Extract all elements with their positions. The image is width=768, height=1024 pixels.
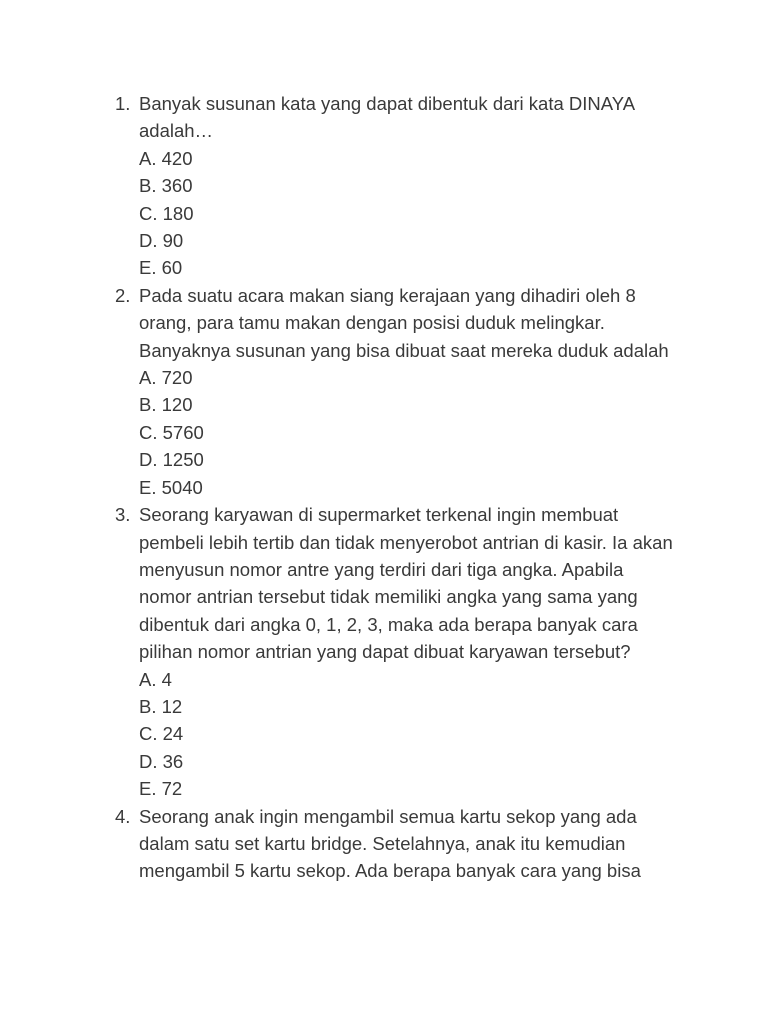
option-a: A. 4 [139, 668, 172, 690]
option-b: B. 120 [139, 394, 193, 416]
question-2 [0, 282, 768, 501]
question-number: 4. [115, 805, 131, 827]
option-c: C. 24 [139, 723, 184, 745]
question-number: 3. [115, 504, 131, 526]
question-1 [0, 90, 768, 282]
answer-options [139, 666, 678, 803]
option-e: E. 72 [139, 778, 183, 800]
option-d: D. 1250 [139, 449, 204, 471]
option-a: A. 720 [139, 367, 193, 389]
option-b: B. 360 [139, 175, 193, 197]
question-3 [0, 501, 768, 802]
option-d: D. 90 [139, 230, 184, 252]
question-number: 2. [115, 284, 131, 306]
question-text: Pada suatu acara makan siang kerajaan yang dihadiri oleh 8 orang, para tamu makan dengan posisi duduk melingkar. Banyaknya susunan yang bisa dibuat saat mereka duduk adalah [139, 284, 669, 361]
option-d: D. 36 [139, 750, 184, 772]
question-list [0, 90, 768, 885]
question-number: 1. [115, 93, 131, 114]
question-text: Seorang anak ingin mengambil semua kartu sekop yang ada dalam satu set kartu bridge. Setelahnya, anak itu kemudian mengambil 5 kartu sekop. Ada berapa banyak cara yang bisa [139, 805, 641, 882]
question-text: Banyak susunan kata yang dapat dibentuk dari kata DINAYA adalah… [139, 93, 635, 142]
option-e: E. 5040 [139, 476, 203, 498]
option-c: C. 5760 [139, 421, 204, 443]
option-c: C. 180 [139, 202, 194, 224]
document-page [0, 90, 768, 885]
option-e: E. 60 [139, 257, 183, 279]
option-a: A. 420 [139, 147, 193, 169]
option-b: B. 12 [139, 695, 183, 717]
answer-options [139, 364, 678, 501]
question-4 [0, 803, 768, 885]
answer-options [139, 145, 678, 282]
question-text: Seorang karyawan di supermarket terkenal ingin membuat pembeli lebih tertib dan tidak menyerobot antrian di kasir. Ia akan menyusun nomor antre yang terdiri dari tiga angka. Apabila nomor antrian tersebut tidak memiliki angka yang sama yang dibentuk dari angka 0, 1, 2, 3, maka ada berapa banyak cara pilihan nomor antrian yang dapat dibuat karyawan tersebut? [139, 504, 673, 663]
